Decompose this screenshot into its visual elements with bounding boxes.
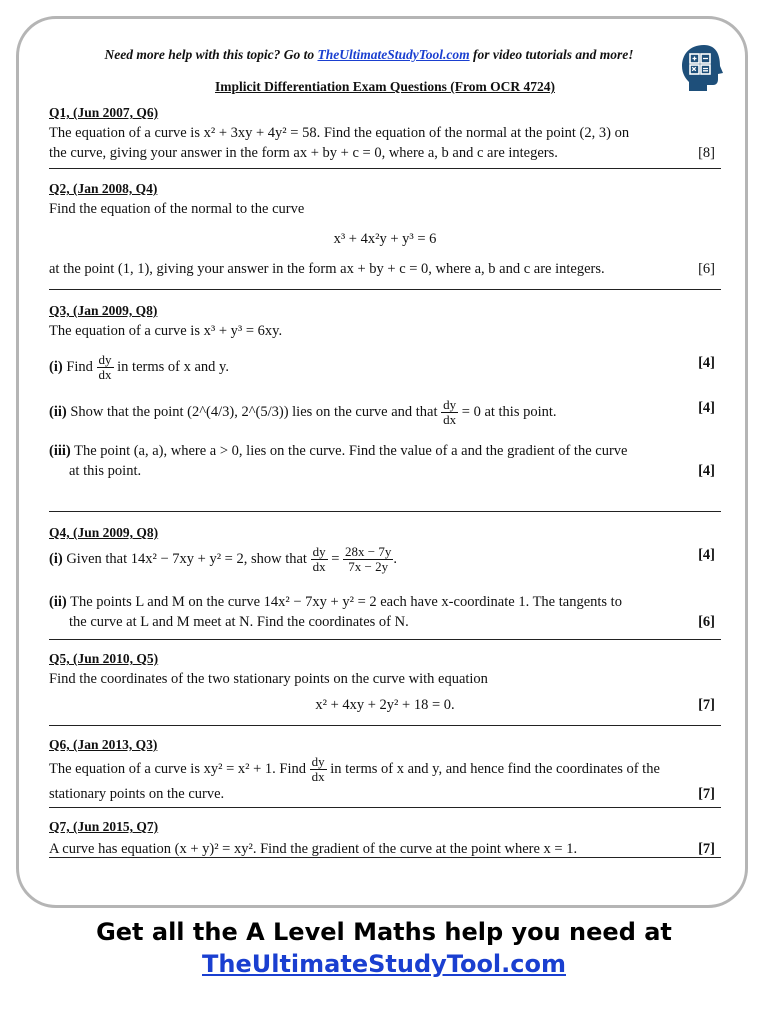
question-7 — [49, 819, 721, 859]
question-text: A curve has equation (x + y)² = xy². Find the gradient of the curve at the point where x = 1. — [49, 841, 578, 857]
question-4: Q4, (Jun 2009, Q8) (i) Given that 14x² − 7xy + y² = 2, show that $\frac{dy}{dx}$ = $\frac{28x - 7y}{7x - 2y}$ . [4] (ii) The points L and M on the curve 14x² − 7xy + y² = 2 each have x-coordinate 1. The tangents to the curve at L and M meet at N. Find the coordinates of N. [6] — [49, 525, 721, 632]
mark-allocation: [7] — [698, 697, 715, 713]
question-text: in terms of x and y. — [117, 358, 229, 375]
question-text: Find the equation of the normal to the curve — [49, 201, 305, 217]
question-6 — [49, 737, 721, 804]
fraction-denominator: dx — [443, 412, 457, 427]
question-3 — [49, 303, 721, 481]
help-suffix: for video tutorials and more! — [469, 47, 634, 62]
question-text: The equation of a curve is x² + 3xy + 4y² = 58. Find the equation of the normal at the point (2, 3) on — [49, 125, 630, 141]
mark-allocation: [8] — [698, 145, 715, 161]
question-text: in terms of x and y, and hence find the coordinates of the — [330, 760, 660, 777]
question-text: Show that the point (2^(4/3), 2^(5/3)) lies on the curve and that — [70, 403, 438, 420]
divider — [49, 639, 721, 640]
mark-allocation: [4] — [698, 463, 715, 479]
question-text: stationary points on the curve. — [49, 786, 225, 802]
help-link[interactable]: TheUltimateStudyTool.com — [317, 47, 470, 62]
question-heading: Q7, (Jun 2015, Q7) — [49, 819, 159, 834]
footer-link[interactable]: TheUltimateStudyTool.com — [202, 950, 566, 978]
question-heading: Q2, (Jan 2008, Q4) — [49, 181, 158, 196]
fraction-numerator: dy — [98, 352, 112, 367]
question-heading: Q3, (Jan 2009, Q8) — [49, 303, 158, 318]
fraction-numerator: dy — [311, 754, 325, 769]
question-text: Find — [66, 358, 93, 375]
question-text: the curve at L and M meet at N. Find the coordinates of N. — [69, 614, 409, 630]
dy-dx-fraction — [311, 545, 328, 574]
divider — [49, 511, 721, 512]
fraction-denominator: dx — [312, 559, 326, 574]
question-5 — [49, 651, 721, 715]
fraction-numerator: dy — [443, 397, 457, 412]
help-banner — [49, 47, 689, 63]
question-text: The equation of a curve is x³ + y³ = 6xy. — [49, 323, 283, 339]
question-heading: Q6, (Jan 2013, Q3) — [49, 737, 158, 752]
footer-promo-text: Get all the A Level Maths help you need at — [96, 918, 672, 946]
dy-dx-fraction — [310, 755, 327, 784]
dy-dx-fraction — [97, 353, 114, 382]
divider — [49, 857, 721, 858]
gradient-fraction — [343, 545, 393, 574]
divider — [49, 725, 721, 726]
mark-allocation: [6] — [698, 614, 715, 630]
divider — [49, 168, 721, 169]
part-label: (i) — [49, 550, 63, 567]
document-title: Implicit Differentiation Exam Questions (From OCR 4724) — [215, 79, 555, 94]
question-heading: Q5, (Jun 2010, Q5) — [49, 651, 159, 666]
question-text: Find the coordinates of the two stationary points on the curve with equation — [49, 671, 488, 687]
question-text: the curve, giving your answer in the form ax + by + c = 0, where a, b and c are integers. — [49, 145, 558, 161]
question-text: Given that 14x² − 7xy + y² = 2, show that — [66, 550, 307, 567]
help-prefix: Need more help with this topic? Go to — [104, 47, 318, 62]
fraction-numerator: 28x − 7y — [345, 544, 392, 559]
question-text: The equation of a curve is xy² = x² + 1. Find — [49, 760, 306, 777]
question-text: = 0 at this point. — [461, 403, 557, 420]
question-text: The points L and M on the curve 14x² − 7xy + y² = 2 each have x-coordinate 1. The tangents to — [70, 594, 622, 610]
question-1 — [49, 105, 721, 163]
fraction-denominator: dx — [311, 769, 325, 784]
mark-allocation: [4] — [698, 547, 715, 563]
question-heading: Q4, (Jun 2009, Q8) — [49, 525, 159, 540]
equation: x² + 4xy + 2y² + 18 = 0. — [315, 697, 455, 713]
fraction-numerator: dy — [312, 544, 326, 559]
mark-allocation: [4] — [698, 355, 715, 371]
dy-dx-fraction — [441, 398, 458, 427]
mark-allocation: [4] — [698, 400, 715, 416]
part-label: (ii) — [49, 594, 67, 610]
divider — [49, 807, 721, 808]
question-text: at the point (1, 1), giving your answer in the form ax + by + c = 0, where a, b and c are integers. — [49, 261, 605, 277]
question-2 — [49, 181, 721, 279]
mark-allocation: [7] — [698, 841, 715, 857]
mark-allocation: [6] — [698, 261, 715, 277]
mark-allocation: [7] — [698, 786, 715, 802]
divider — [49, 289, 721, 290]
fraction-denominator: dx — [98, 367, 112, 382]
page-card — [16, 16, 748, 908]
question-text: at this point. — [69, 463, 142, 479]
part-label: (iii) — [49, 443, 71, 459]
part-label: (i) — [49, 358, 63, 375]
fraction-denominator: 7x − 2y — [348, 559, 389, 574]
equation: x³ + 4x²y + y³ = 6 — [333, 231, 437, 247]
part-label: (ii) — [49, 403, 67, 420]
question-heading: Q1, (Jun 2007, Q6) — [49, 105, 159, 120]
question-text: The point (a, a), where a > 0, lies on the curve. Find the value of a and the gradient of the curve — [74, 443, 628, 459]
